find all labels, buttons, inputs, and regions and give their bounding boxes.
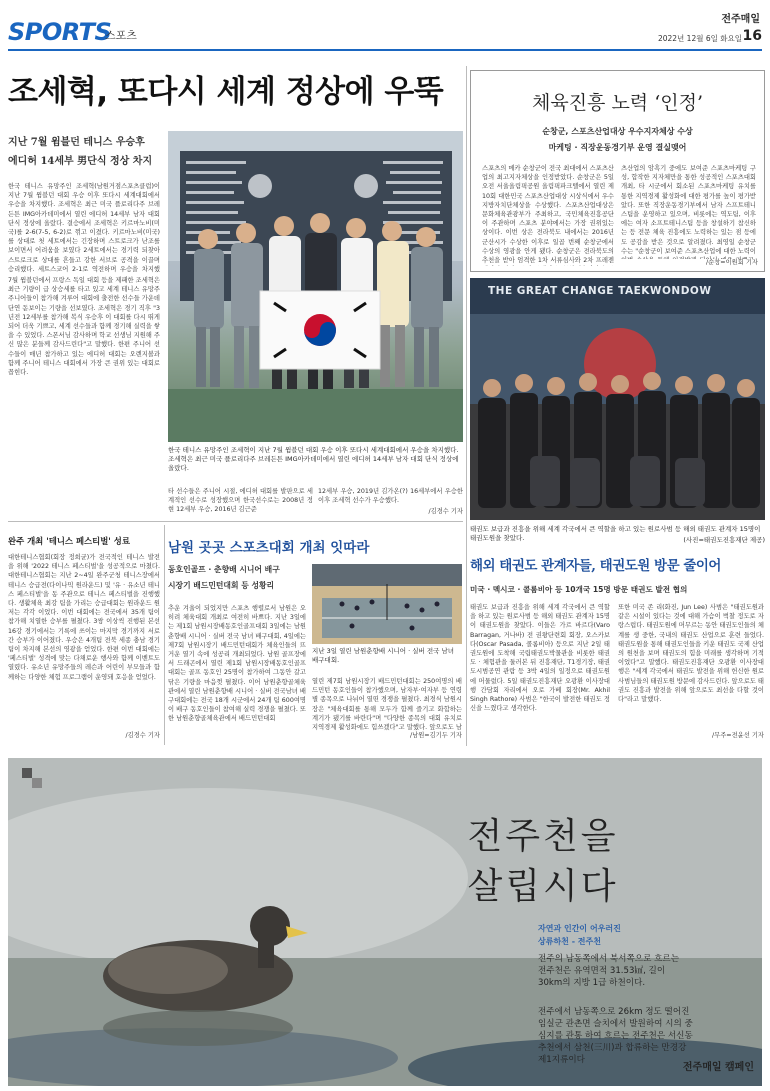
lead-byline: /김경수 기자: [428, 508, 463, 515]
ad-paragraph-2: 전주에서 남동쪽으로 26km 정도 떨어진 임실군 관촌면 슬치에서 발원하여 시의 중심지를 관통 하여 흐르는 전주천은 서신동 추천에서 삼천(三川)과 합류하는 만경강 제1지류이다: [538, 1007, 693, 1065]
side-headline: 완주 개최 '테니스 페스티벌' 성료: [8, 536, 130, 546]
ad-tagline-2: 상류하천 - 전주천: [538, 937, 601, 946]
namwon-byline: /남원=김기두 기자: [410, 732, 462, 739]
ad-tagline-1: 자연과 인간이 어우러진: [538, 924, 621, 933]
namwon-sub-2: 시장기 배드민턴대회 등 성황리: [168, 581, 275, 590]
ad-campaign-label: 전주매일 캠페인: [682, 1062, 754, 1073]
namwon-body-1: 추운 겨울이 되었지만 스포츠 행렬로서 남원은 오히려 체육대회 개최로 여전히 바쁘다. 지난 3일에는 제1회 남원시장배동호인골프대회 3일에는 남원춘향배 시니어 · 실버 전국 남녀 배구대회, 4일에는 제7회 남원시장기 배드민턴대회가 체육인들의 뜨거운 열기 속에 성공리 개최되었다. 남원 골프장에서 드래곤에서 열린 제1회 남원시장배동호인골프대회는 골프 동호인 25명이 참가하여 그동안 갈고닦은 기량을 마음껏 펼쳤다. 이어 남원춘향골체육관에서 열린 남원춘향배 시니어 · 실버 전국남녀 배구대회에는 전국 18개 시군에서 24개 팀 600여명이 배구 동호인들이 참여해 실력 경쟁을 펼쳤다. 또한 남원춘향골체육관에서 배드민턴대회: [168, 605, 306, 723]
column-rule: [466, 66, 467, 746]
box-sub-2: 마케팅 · 직장운동경기부 운영 결실맺어: [548, 143, 687, 152]
taekwondo-body-2: 또한 미국 존 리(화진, Jun Lee) 사범은 "태권도원과 같은 시설이 있다는 것에 대해 가슴이 벅찰 정도로 자랑스럽다. 태권도원에 머무르는 동안 태권도인들의 체계를 생 중한, 국내의 태권도 산업으로 훈련 들었다. 태권도원을 통해 태권도인들을 키운 태권도 국제 산업의 원천을 보며 태권도의 힘을 미래를 생각하며 기적이었다"고 말했다. 태권도진흥재단 오광환 이사장대행은 "세계 각국에서 태권도 발전을 위해 헌신한 원로 사범님들의 태권도원 방문에 감사드린다. 앞으로도 태권도 진흥과 발전을 위해 앞으로도 최선을 다할 것이다"라고 말했다.: [618, 604, 764, 704]
taekwondo-headline: 해외 태권도 관계자들, 태권도원 방문 줄이어: [470, 558, 721, 574]
ad-title-1: 전주천을: [467, 816, 619, 857]
lead-body-3: 타 선수들은 주니어 시절, 에디허 대회를 발판으로 세계적인 선수로 성장했으며 한국선수로는 2008년 정현 12세부 우승, 2016년 김근준: [168, 488, 313, 514]
lead-headline: 조세혁, 또다시 세계 정상에 우뚝: [8, 74, 444, 110]
volleyball-photo-caption: 지난 3일 열린 남원춘향배 시니어 · 실버 전국 남녀 배구대회.: [312, 647, 455, 664]
taekwondo-photo-credit: (사진=태권도진흥재단 제공): [683, 536, 765, 544]
divider: [8, 521, 463, 522]
taekwondo-banner: THE GREAT CHANGE TAEKWONDOW: [488, 285, 712, 297]
volleyball-photo-art: [312, 564, 462, 644]
taekwondo-body-1: 태권도 보급과 진흥을 위해 세계 각국에서 큰 역할을 하고 있는 원로사범 등 해외 태권도 관계자 15명이 태권도원을 찾았다. 이들은 가르 바르다(Varo Barragan, 거나바) 전 권왕단련회 회장, 오스카보다(Oscar Pasada, 콜롬비아) 등으로 지난 2일 태권도원에 도착해 국립태권도박물관을 비롯한 태권도 · 체험관을 둘러본 뒤 진흥재단, T1경기장, 태권도시범공연 관람 등 3박 4일의 일정으로 태권도원에 머물렀다. 5일 태권도진흥재단 오광환 이사장대행 간담회 자리에서 오로 가베 회장(Mr. Akhil Singh Rathore) 사범은 "한국이 발전한 태권도 정신을 느꼈다고 생각한다.: [470, 604, 610, 713]
lead-body-4: 12세부 우승, 2019년 김가온(?) 16세부에서 우승한 이후 조세혁 선수가 우승했다.: [318, 488, 463, 505]
lead-body-2: 7월 윔블던에서 프랑스 독일 대회 등을 제패한 조세혁은 최근 기량이 급 상승세를 타고 있고 세계 테니스 유망주 주니어들이 참가해 겨루어 대회에 출전한 선수들 가운데 단연 돋보이는 기량을 선보였다. 조세혁은 경기 직후 "3년전 12세부를 참가해 복식 우승후 이 대회를 다시 뛰게 되어 더욱 기쁘고, 세계 선수들과 함께 경기해 실력을 쌓을 수 있었다. 스폰서님 감사하며 학교 선생님 지원해 주신 많은 분들께 감사드린다"고 말했다. 한편 주니어 선수들이 매년 참가하고 있는 에디허 대회는 오렌지볼과 함께 주니어 테니스 대회에서 가장 큰 권위 있는 대회로 꼽힌다.: [8, 277, 160, 377]
newspaper-name: 전주매일: [721, 14, 760, 25]
tennis-photo-art: [168, 131, 463, 442]
ad-paragraph-1: 전주의 남동쪽에서 북서쪽으로 흐르는 전주천은 유역면적 31.53㎢, 길이 30km의 지방 1급 하천이다.: [538, 954, 680, 988]
column-rule: [164, 525, 165, 745]
namwon-sub-1: 동호인골프 · 춘향배 시니어 배구: [168, 565, 280, 574]
lead-deck-2: 에디허 14세부 男단식 정상 차지: [8, 156, 153, 167]
section-name: 스포츠: [105, 29, 137, 42]
volleyball-photo: [312, 564, 462, 644]
taekwondo-byline: /무주=전윤선 기자: [712, 732, 764, 739]
namwon-body-2: 열린 제7회 남원시장기 배드민턴대회는 250여명의 배드민턴 동호인들이 참가했으며, 남자부·여자부 등 연령별 종목으로 나뉘어 열띤 경쟁을 펼쳤다. 최경식 남원시장은 "체육대회를 통해 모두가 함께 즐기고 화합하는 계기가 됐기를 바란다"며 "다양한 종목의 대회 유치로 지역경제 활성화에도 힘쓰겠다"고 말했다. 앞으로도 남: [312, 678, 462, 732]
lead-deck-1: 지난 7월 윔블던 테니스 우승후: [8, 137, 145, 148]
tennis-photo-caption: 한국 테니스 유망주인 조세혁이 지난 7월 윔블던 대회 우승 이후 또다시 세계대회에서 우승을 차지했다. 조세혁은 최근 미국 플로리다주 브레든튼 IMG아카데미에서 열린 에디허 14세부 남자 대회 단식 정상에 올랐다.: [168, 446, 459, 472]
taekwondo-sub: 미국 · 멕시코 · 콜롬비아 등 10개국 15명 방문 태권도 발전 협의: [470, 585, 688, 594]
box-body-2: 츠산업의 암흑기 중에도 보여준 스포츠마케팅 구성, 합작한 지자체만을 통한 성공적인 스포츠대회 개최, 타 시군에서 회소된 스포츠마케팅 유치를 통한 지역경제 활성화에 대한 평가를 높이 평가받았다. 또한 직장운동경기부에서 남자 스프트테니스팀을 운영하고 있으며, 비롯에는 역도팀, 이후에는 여자 소프트테니스팀 등을 창설하기 참신하는 등 전문 체육 진흥에도 노력하는 있는 점 등에도 공감을 받은 것으로 알려졌다. 최영일 순창군수는 "순창군이 보여준 스포츠산업에 대한 노력이: [621, 165, 756, 255]
side-byline: /김경수 기자: [125, 732, 160, 739]
header-rule: [8, 49, 762, 51]
box-body-1: 스포츠의 메카 순창군이 전국 최대에서 스포츠산업의 최고지자체상을 인정받았다. 순창군은 5일 오전 서울올림픽공원 올림픽파크텔에서 열린 제10회 대한민국 스포츠산업대상 시상식에서 우수지방자치단체상을 수상했다. 스포츠산업대상은 문화체육관광부가 주최하고, 국민체육진흥공단이 주관하며 스포츠 분야에서는 가장 권위있는 상이다. 이번 상은 전라북도 내에서는 2016년 군산시가 수상한 이후로 일곱 번째 순창군에서 수상의 영광을 안게 됐다. 순창군은 전라북도의 추천을 받아 엄격한 1차 서류심사와 2차 프레젠: [482, 165, 614, 265]
box-headline: 체육진흥 노력 ‘인정’: [532, 92, 703, 114]
tennis-team-photo: [168, 131, 463, 442]
taekwondo-photo-art: [470, 278, 765, 520]
section-logo: SPORTS: [8, 18, 112, 46]
ad-title-2: 살립시다: [467, 866, 619, 907]
page-number: 16: [742, 28, 762, 44]
namwon-headline: 남원 곳곳 스포츠대회 개최 잇따라: [168, 540, 370, 556]
issue-date: 2022년 12월 6일 화요일: [657, 34, 742, 43]
box-byline: /순창=이원회 기자: [706, 259, 758, 266]
taekwondo-photo-caption: 태권도 보급과 진흥을 위해 세계 각국에서 큰 역할을 하고 있는 원로사범 등 해외 태권도 관계자 15명이 태권도원을 찾았다.: [470, 525, 761, 542]
lead-body-1: 한국 테니스 유망주인 조세혁(남원거점스포츠클럽)이 지난 7월 윔블던 대회 우승 이후 또다시 세계대회에서 우승을 차지했다. 조세혁은 최근 미국 플로리다주 브레든튼 IMG아카데미에서 열린 에디허 14세부 남자 대회 단식 정상에 올랐다. 결승에서 조세혁은 키르마노비(미국)를 2-6(7-5, 6-2)로 꺾고 이겼다. 키르마노비(미국)를 상대로 첫 세트에서는 긴장하며 스트로크가 난조를 보이면서 어려움을 보였다 2세트에서는 경기력 되찾아 스트로크로 상대를 흔들고 강한 서브로 공격을 이끌며 승리했다. 세트스코어 2-1로 역전하며 우승을 차지했: [8, 183, 160, 273]
taekwondo-group-photo: [470, 278, 765, 520]
side-body: 대한테니스협회(회장 정희균)가 전국적인 테니스 발전을 위해 '2022 테니스 페스티벌'을 성공적으로 마쳤다. 대한테니스협회는 지난 2~4일 완주군청 테니스장에서 테니스 승급전(다이나믹 원라운드) 및 '유 · 유소년 테니스 페스티벌'을 동 주관으로 테니스 페스티벌을 진행했다. 생활체육 최강 팀을 가리는 승급대회는 원라운드 원저는 각각 이었다. 이번 대회에는 전국에서 35개 팀이 참가해 치열한 승부를 펼쳤다. 3쌍 이상씩 진행된 본선 16강 경기에서는 기록에 쓰이는 마지막 경기까지 서로 간 승부가 이어졌다. 우승은 4개팀 전북 세종 충남 경기 팀이 차지해 본선의 영광을 얻었다. 한편 이번 대회에는 '페스티벌' 성격에 맞는 다채로운 행사와 함께 이벤트도 열렸다. 유소년 유망주들의 레슨과 어린이 부모들과 함께하는 다양한 체험 프로그램이 운영돼 호응을 얻었다.: [8, 554, 160, 681]
campaign-ad: [8, 758, 762, 1086]
box-sub-1: 순창군, 스포츠산업대상 우수지자체상 수상: [542, 127, 693, 136]
